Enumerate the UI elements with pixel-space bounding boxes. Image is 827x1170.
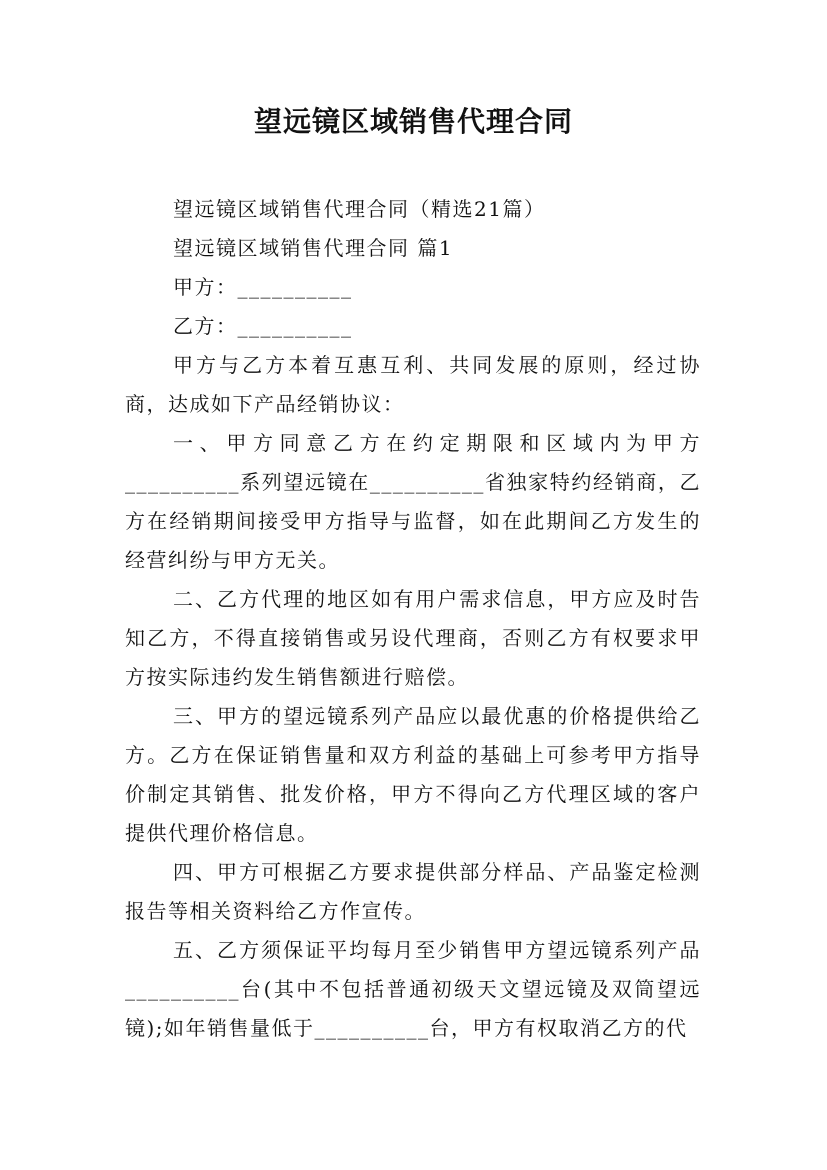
- document-subtitle: 望远镜区域销售代理合同（精选21篇）: [173, 197, 546, 221]
- party-b-line: 乙方：__________: [173, 314, 353, 338]
- party-a-line: 甲方：__________: [173, 275, 353, 299]
- paragraph-clause-2: 二、乙方代理的地区如有用户需求信息，甲方应及时告知乙方，不得直接销售或另设代理商，否则乙方有权要求甲方按实际违约发生销售额进行赔偿。: [125, 587, 701, 689]
- document-title: 望远镜区域销售代理合同: [253, 105, 573, 138]
- paragraph-clause-5: 五、乙方须保证平均每月至少销售甲方望远镜系列产品__________台(其中不包括普通初级天文望远镜及双筒望远镜);如年销售量低于__________台，甲方有权取消乙方的代: [125, 938, 701, 1040]
- paragraph-intro: 甲方与乙方本着互惠互利、共同发展的原则，经过协商，达成如下产品经销协议：: [125, 353, 701, 416]
- paragraph-clause-3: 三、甲方的望远镜系列产品应以最优惠的价格提供给乙方。乙方在保证销售量和双方利益的基础上可参考甲方指导价制定其销售、批发价格，甲方不得向乙方代理区域的客户提供代理价格信息。: [125, 704, 701, 845]
- document-body: [125, 190, 701, 1048]
- paragraph-clause-1: 一、甲方同意乙方在约定期限和区域内为甲方__________系列望远镜在__________省独家特约经销商，乙方在经销期间接受甲方指导与监督，如在此期间乙方发生的经营纠纷与甲方无关。: [125, 431, 701, 572]
- section-heading: 望远镜区域销售代理合同 篇1: [173, 236, 454, 260]
- paragraph-clause-4: 四、甲方可根据乙方要求提供部分样品、产品鉴定检测报告等相关资料给乙方作宣传。: [125, 860, 701, 923]
